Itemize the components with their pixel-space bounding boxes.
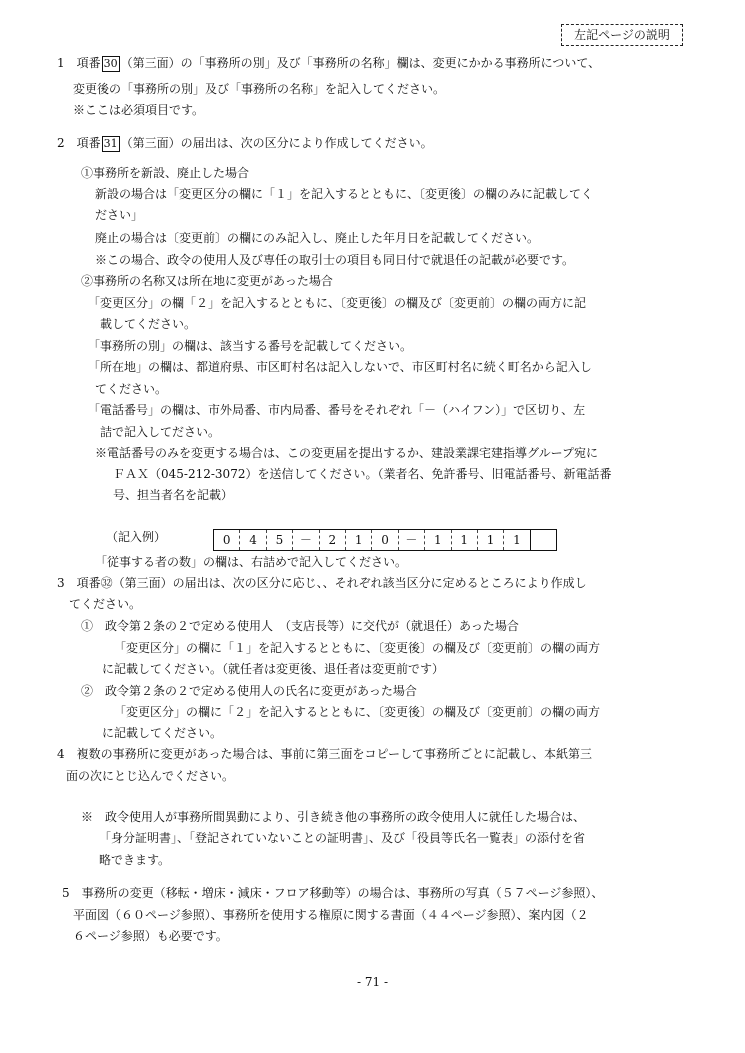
text-line: 「変更区分」の欄に「２」を記入するとともに、〔変更後〕の欄及び〔変更前〕の欄の両方 (114, 705, 601, 719)
text-line: 「事務所の別」の欄は、該当する番号を記載してください。 (88, 339, 413, 353)
text-line: 「電話番号」の欄は、市外局番、市内局番、番号をそれぞれ「－（ハイフン）」で区切り、左 (88, 403, 586, 417)
text-line: ※この場合、政令の使用人及び専任の取引士の項目も同日付で就退任の記載が必要です。 (95, 253, 575, 267)
text-line: ②事務所の名称又は所在地に変更があった場合 (81, 274, 333, 288)
note-line: ※ 政令使用人が事務所間異動により、引き続き他の事務所の政令使用人に就任した場合は、 (81, 810, 586, 824)
example-cell: 0 (372, 530, 398, 550)
example-cell: 1 (425, 530, 451, 550)
section-5-line-1: 5 事務所の変更（移転・増床・減床・フロア移動等）の場合は、事務所の写真（５７ページ参照）、 (62, 886, 604, 900)
text-line: ① 政令第２条の２で定める使用人 （支店長等）に交代が（就退任）あった場合 (81, 619, 519, 633)
text-line: 面の次にとじ込んでください。 (66, 769, 235, 783)
text-line: ※ここは必須項目です。 (73, 103, 205, 117)
example-cell: 1 (504, 530, 530, 550)
section-2-line-1: 2 項番 31 （第三面）の届出は、次の区分により作成してください。 (57, 136, 433, 150)
text-line: ＦＡＸ（045-212-3072）を送信してください。（業者名、免許番号、旧電話番号、新電話番 (113, 467, 612, 481)
example-cell: － (399, 530, 425, 550)
example-cell: 2 (320, 530, 346, 550)
text-line: 変更後の「事務所の別」及び「事務所の名称」を記入してください。 (73, 82, 446, 96)
text-line: 「変更区分」の欄「２」を記入するとともに、〔変更後〕の欄及び〔変更前〕の欄の両方に記 (88, 296, 587, 310)
header-label: 左記ページの説明 (574, 28, 670, 42)
example-cell: 5 (267, 530, 293, 550)
phone-example-table (213, 529, 557, 551)
item-number-box: 31 (103, 137, 118, 150)
example-label: （記入例） (106, 530, 167, 544)
text-line: 平面図（６０ページ参照）、事務所を使用する権原に関する書面（４４ページ参照）、案内図（２ (73, 908, 589, 922)
example-cell: 0 (214, 530, 240, 550)
section-1-line-1: 1 項番 30 （第三面）の「事務所の別」及び「事務所の名称」欄は、変更にかかる事務所について、 (57, 56, 601, 70)
example-cell: 1 (346, 530, 372, 550)
example-cell (531, 530, 556, 550)
text-line: 「所在地」の欄は、都道府県、市区町村名は記入しないで、市区町村名に続く町名から記入し (88, 360, 592, 374)
text-line: ６ページ参照）も必要です。 (73, 929, 228, 943)
text-line: 略できます。 (99, 853, 171, 867)
text-line: ださい」 (95, 208, 144, 222)
example-cell: － (293, 530, 319, 550)
text-line: ※電話番号のみを変更する場合は、この変更届を提出するか、建設業課宅建指導グループ宛に (95, 446, 599, 460)
text-line: 「従事する者の数」の欄は、右詰めで記入してください。 (95, 555, 408, 569)
text-line: 号、担当者名を記載） (113, 488, 234, 502)
item-number-box: 30 (103, 57, 118, 70)
header-label-box (561, 24, 683, 46)
section-3-line-1: 3 項番㉜（第三面）の届出は、次の区分に応じ、、それぞれ該当区分に定めるところにより作成し (57, 576, 587, 590)
text-line: 「身分証明書」、「登記されていないことの証明書」、及び「役員等氏名一覧表」の添付を省 (99, 831, 586, 845)
text-line: 載してください。 (100, 317, 197, 331)
text-line: 廃止の場合は〔変更前〕の欄にのみ記入し、廃止した年月日を記載してください。 (95, 231, 540, 245)
text-line: てください。 (69, 597, 142, 611)
text-line: ② 政令第２条の２で定める使用人の氏名に変更があった場合 (81, 684, 417, 698)
text-line: 新設の場合は「変更区分の欄に「１」を記入するとともに、〔変更後〕の欄のみに記載してく (95, 187, 594, 201)
section-4-line-1: 4 複数の事務所に変更があった場合は、事前に第三面をコピーして事務所ごとに記載し、本紙第三 (57, 747, 593, 761)
example-cell: 1 (452, 530, 478, 550)
text-line: ①事務所を新設、廃止した場合 (81, 166, 250, 180)
example-cell: 1 (478, 530, 504, 550)
example-cell: 4 (240, 530, 266, 550)
text-line: 詰で記入してださい。 (100, 425, 221, 439)
text-line: 「変更区分」の欄に「１」を記入するとともに、〔変更後〕の欄及び〔変更前〕の欄の両方 (114, 641, 601, 655)
text-line: に記載してください。 (102, 726, 223, 740)
text-line: てください。 (95, 382, 168, 396)
page-number: - 71 - (356, 975, 388, 989)
text-line: に記載してください。（就任者は変更後、退任者は変更前です） (102, 662, 445, 676)
